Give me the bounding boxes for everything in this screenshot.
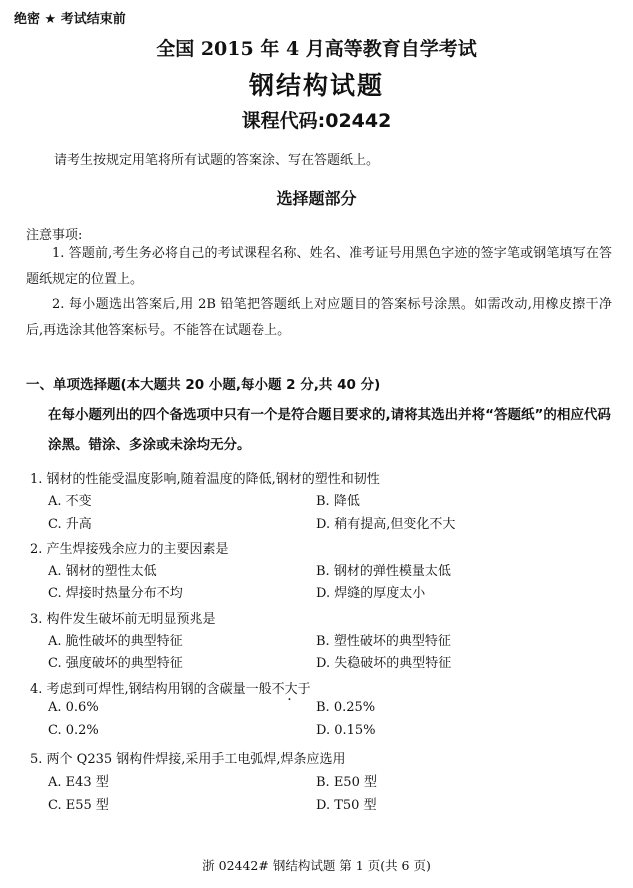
question-5-stem: 5. 两个 Q235 钢构件焊接,采用手工电弧焊,焊条应选用 [30, 752, 346, 767]
question-1-option-c: C. 升高 [48, 517, 92, 532]
question-5-option-c: C. E55 型 [48, 798, 109, 813]
part1-heading: 一、单项选择题(本大题共 20 小题,每小题 2 分,共 40 分) [26, 377, 381, 393]
question-3-option-b: B. 塑性破坏的典型特征 [316, 634, 451, 649]
question-1-option-d: D. 稍有提高,但变化不大 [316, 517, 456, 532]
general-instruction: 请考生按规定用笔将所有试题的答案涂、写在答题纸上。 [54, 153, 380, 168]
note-item-2: 2. 每小题选出答案后,用 2B 铅笔把答题纸上对应题目的答案标号涂黑。如需改动,用橡皮擦干净后,再选涂其他答案标号。不能答在试题卷上。 [26, 297, 612, 338]
question-5-option-b: B. E50 型 [316, 775, 377, 790]
confidential-mark: 绝密 ★ 考试结束前 [14, 12, 126, 27]
question-3-option-a: A. 脆性破坏的典型特征 [48, 634, 183, 649]
question-5-option-a: A. E43 型 [48, 775, 109, 790]
question-4-option-b: B. 0.25% [316, 700, 376, 715]
question-2-option-d: D. 焊缝的厚度太小 [316, 586, 426, 601]
question-3-stem: 3. 构件发生破坏前无明显预兆是 [30, 612, 216, 627]
notes-heading: 注意事项: [26, 228, 83, 243]
question-5-option-d: D. T50 型 [316, 798, 377, 813]
subject-title: 钢结构试题 [248, 71, 384, 100]
section-title: 选择题部分 [276, 189, 357, 208]
page-footer: 浙 02442# 钢结构试题 第 1 页(共 6 页) [202, 858, 431, 873]
question-3-option-c: C. 强度破坏的典型特征 [48, 656, 183, 671]
question-4-emphasis: 不大于 [271, 682, 311, 697]
question-4-option-a: A. 0.6% [48, 700, 99, 715]
question-4-option-c: C. 0.2% [48, 723, 99, 738]
question-1-stem: 1. 钢材的性能受温度影响,随着温度的降低,钢材的塑性和韧性 [30, 472, 380, 487]
course-code: 课程代码:02442 [241, 110, 392, 132]
question-1-option-b: B. 降低 [316, 494, 360, 509]
question-2-option-a: A. 钢材的塑性太低 [48, 564, 157, 579]
exam-title: 全国 2015 年 4 月高等教育自学考试 [156, 38, 477, 60]
question-2-option-b: B. 钢材的弹性模量太低 [316, 564, 451, 579]
note-item-1: 1. 答题前,考生务必将自己的考试课程名称、姓名、准考证号用黑色字迹的签字笔或钢笔填写在答题纸规定的位置上。 [26, 246, 612, 287]
question-4-stem [30, 678, 311, 697]
question-4-option-d: D. 0.15% [316, 723, 376, 738]
question-4-stem-text: 4. 考虑到可焊性,钢结构用钢的含碳量一般 [30, 682, 272, 697]
part1-description: 在每小题列出的四个备选项中只有一个是符合题目要求的,请将其选出并将“答题纸”的相应代码涂黑。错涂、多涂或未涂均无分。 [48, 407, 611, 453]
question-2-stem: 2. 产生焊接残余应力的主要因素是 [30, 542, 229, 557]
question-1-option-a: A. 不变 [48, 494, 92, 509]
question-3-option-d: D. 失稳破坏的典型特征 [316, 656, 452, 671]
question-2-option-c: C. 焊接时热量分布不均 [48, 586, 183, 601]
